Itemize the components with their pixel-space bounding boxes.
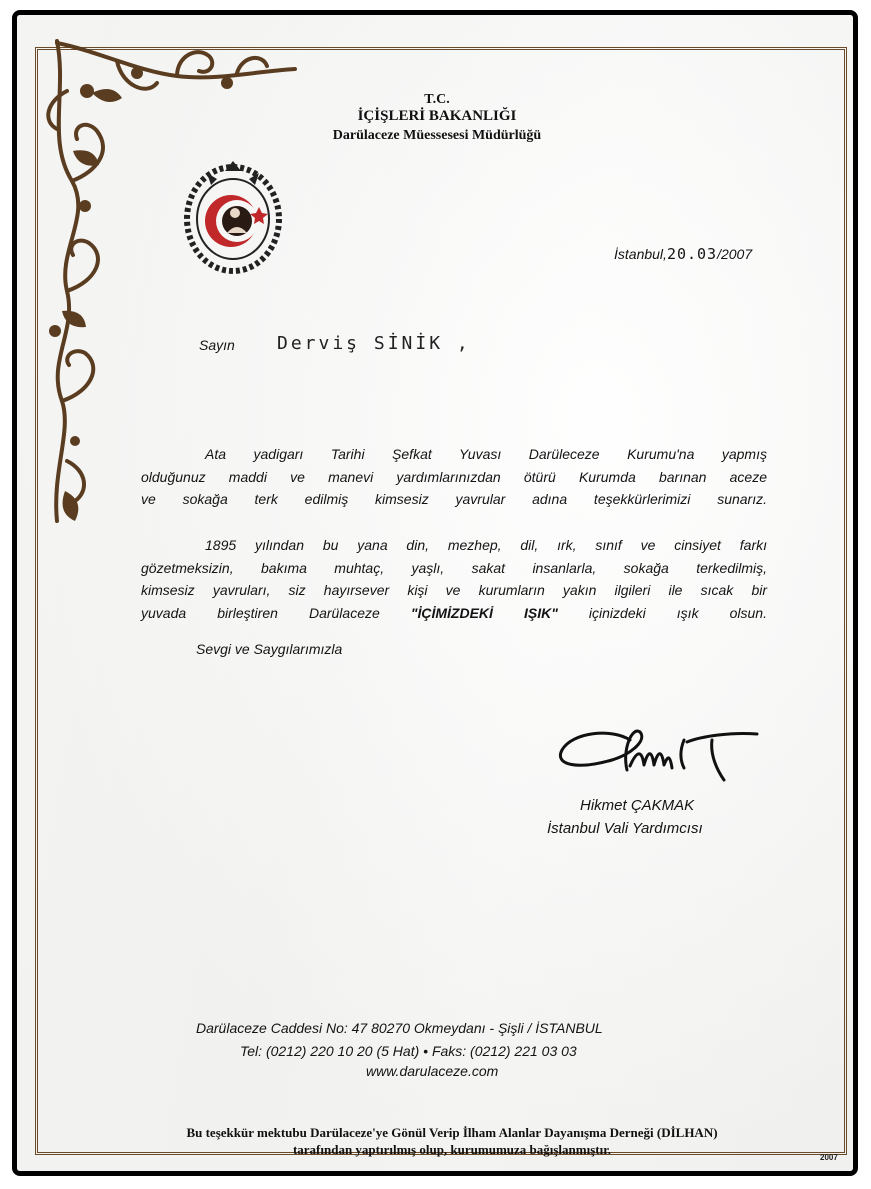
corner-year: 2007 bbox=[820, 1153, 838, 1162]
paragraph-line: ve sokağa terk edilmiş kimsesiz yavrular adına teşekkürlerimizi sunarız. bbox=[141, 491, 767, 507]
header-tc: T.C. bbox=[424, 92, 450, 107]
paragraph-thanks bbox=[141, 443, 767, 511]
paragraph-line: kimsesiz yavruları, siz hayırsever kişi ve kurumların yakın ilgileri ile sıcak bir bbox=[141, 582, 767, 598]
paragraph-text: yuvada birleştiren Darülaceze bbox=[141, 604, 411, 621]
date-city: İstanbul, bbox=[614, 246, 667, 262]
paragraph-line: Ata yadigarı Tarihi Şefkat Yuvası Darüleceze Kurumu'na yapmış bbox=[205, 446, 767, 462]
footer-phone: Tel: (0212) 220 10 20 (5 Hat) • Faks: (0212) 221 03 03 bbox=[240, 1043, 577, 1059]
paragraph-history bbox=[141, 534, 767, 624]
paragraph-last-line bbox=[141, 602, 767, 625]
paragraph-text: içinizdeki ışık olsun. bbox=[557, 604, 767, 621]
paragraph-line: gözetmeksizin, bakıma muhtaç, yaşlı, sakat insanlarla, sokağa terkedilmiş, bbox=[141, 559, 767, 576]
paragraph-line: 1895 yılından bu yana din, mezhep, dil, ırk, sınıf ve cinsiyet farkı bbox=[205, 537, 767, 553]
donation-note-line: Bu teşekkür mektubu Darülaceze'ye Gönül Verip İlham Alanlar Dayanışma Derneği (DİLHAN) bbox=[186, 1125, 718, 1140]
document-frame bbox=[12, 10, 858, 1176]
handwritten-signature bbox=[552, 720, 762, 790]
header-ministry: İÇİŞLERİ BAKANLIĞI bbox=[357, 108, 517, 124]
emphasis-slogan: "İÇİMİZDEKİ IŞIK" bbox=[410, 604, 558, 621]
signer-title: İstanbul Vali Yardımcısı bbox=[547, 820, 703, 837]
letter-date bbox=[614, 245, 752, 263]
paragraph-line: olduğunuz maddi ve manevi yardımlarınızdan ötürü Kurumda barınan aceze bbox=[141, 468, 767, 485]
signer-name: Hikmet ÇAKMAK bbox=[580, 797, 695, 814]
header-directorate: Darülaceze Müessesesi Müdürlüğü bbox=[332, 128, 542, 143]
date-year: /2007 bbox=[717, 246, 753, 262]
recipient-name: Derviş SİNİK , bbox=[277, 333, 471, 354]
institution-seal-icon bbox=[177, 155, 289, 281]
donation-note-line: tarafından yaptırılmış olup, kurumumuza bağışlanmıştır. bbox=[292, 1142, 612, 1157]
footer-address: Darülaceze Caddesi No: 47 80270 Okmeydanı - Şişli / İSTANBUL bbox=[196, 1020, 603, 1036]
footer-website: www.darulaceze.com bbox=[366, 1063, 499, 1079]
salutation-sayin: Sayın bbox=[199, 337, 235, 353]
closing-salutation: Sevgi ve Saygılarımızla bbox=[196, 641, 343, 657]
date-handwritten: 20.03 bbox=[666, 245, 718, 263]
